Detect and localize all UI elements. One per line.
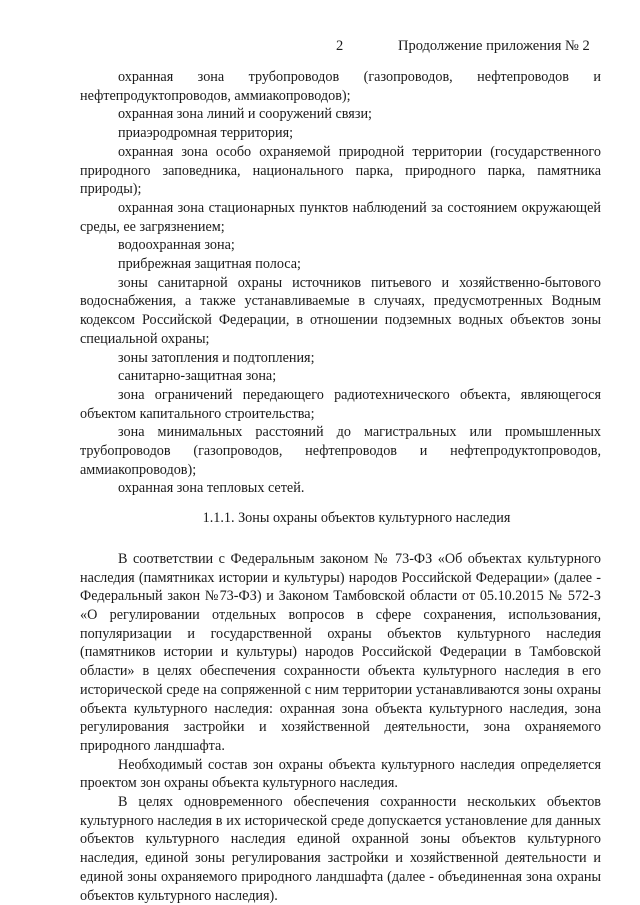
annex-label: Продолжение приложения № 2 xyxy=(398,38,590,54)
list-item: зоны санитарной охраны источников питьевого и хозяйственно-бытового водоснабжения, а также устанавливаемые в случаях, предусмотренных Водным кодексом Российской Федерации, в отношении подземных водных объектов зоны специальной охраны; xyxy=(80,274,601,347)
body-paragraph: В целях одновременного обеспечения сохранности нескольких объектов культурного наследия в их исторической среде допускается установление для данных объектов культурного наследия единой охранной зоны объектов культурного наследия, единой зоны регулирования застройки и хозяйственной деятельности и единой зоны охраняемого природного ландшафта (далее - объединенная зона охраны объектов культурного наследия). xyxy=(80,794,601,904)
document-body xyxy=(80,68,601,905)
list-item: санитарно-защитная зона; xyxy=(118,368,277,385)
list-item: охранная зона особо охраняемой природной территории (государственного природного заповедника, национального парка, природного парка, памятника природы); xyxy=(80,143,601,198)
body-paragraph: Необходимый состав зон охраны объекта культурного наследия определяется проектом зон охраны объекта культурного наследия. xyxy=(80,756,601,792)
section-heading: 1.1.1. Зоны охраны объектов культурного наследия xyxy=(202,510,511,527)
list-item: приаэродромная территория; xyxy=(118,125,294,142)
list-item: охранная зона тепловых сетей. xyxy=(118,480,305,497)
body-paragraph: В соответствии с Федеральным законом № 73-ФЗ «Об объектах культурного наследия (памятниках истории и культуры) народов Российской Федерации» (далее - Федеральный закон №73-ФЗ) и Законом Тамбовской области от 05.10.2015 № 572-З «О регулировании отдельных вопросов в сфере сохранения, использования, популяризации и государственной охраны объектов культурного наследия (памятников истории и культуры) народов Российской Федерации в Тамбовской области» в целях обеспечения сохранности объекта культурного наследия в его исторической среде на сопряженной с ним территории устанавливаются зоны охраны объекта культурного наследия: охранная зона объекта культурного наследия, зона регулирования застройки и хозяйственной деятельности, зона охраняемого природного ландшафта. xyxy=(80,550,601,754)
list-item: водоохранная зона; xyxy=(118,237,235,254)
list-item: охранная зона стационарных пунктов наблюдений за состоянием окружающей среды, ее загрязнением; xyxy=(80,199,601,235)
list-item: охранная зона линий и сооружений связи; xyxy=(118,106,372,123)
list-item: прибрежная защитная полоса; xyxy=(118,256,301,273)
list-item: зона минимальных расстояний до магистральных или промышленных трубопроводов (газопроводов, нефтепроводов и нефтепродуктопроводов, аммиакопроводов); xyxy=(80,424,601,478)
zones-list xyxy=(80,68,601,498)
list-item: зоны затопления и подтопления; xyxy=(118,349,315,366)
page-number: 2 xyxy=(336,38,344,54)
list-item: охранная зона трубопроводов (газопроводов, нефтепроводов и нефтепродуктопроводов, аммиакопроводов); xyxy=(80,69,601,104)
list-item: зона ограничений передающего радиотехнического объекта, являющегося объектом капитального строительства; xyxy=(80,386,601,422)
page-header xyxy=(0,38,640,58)
